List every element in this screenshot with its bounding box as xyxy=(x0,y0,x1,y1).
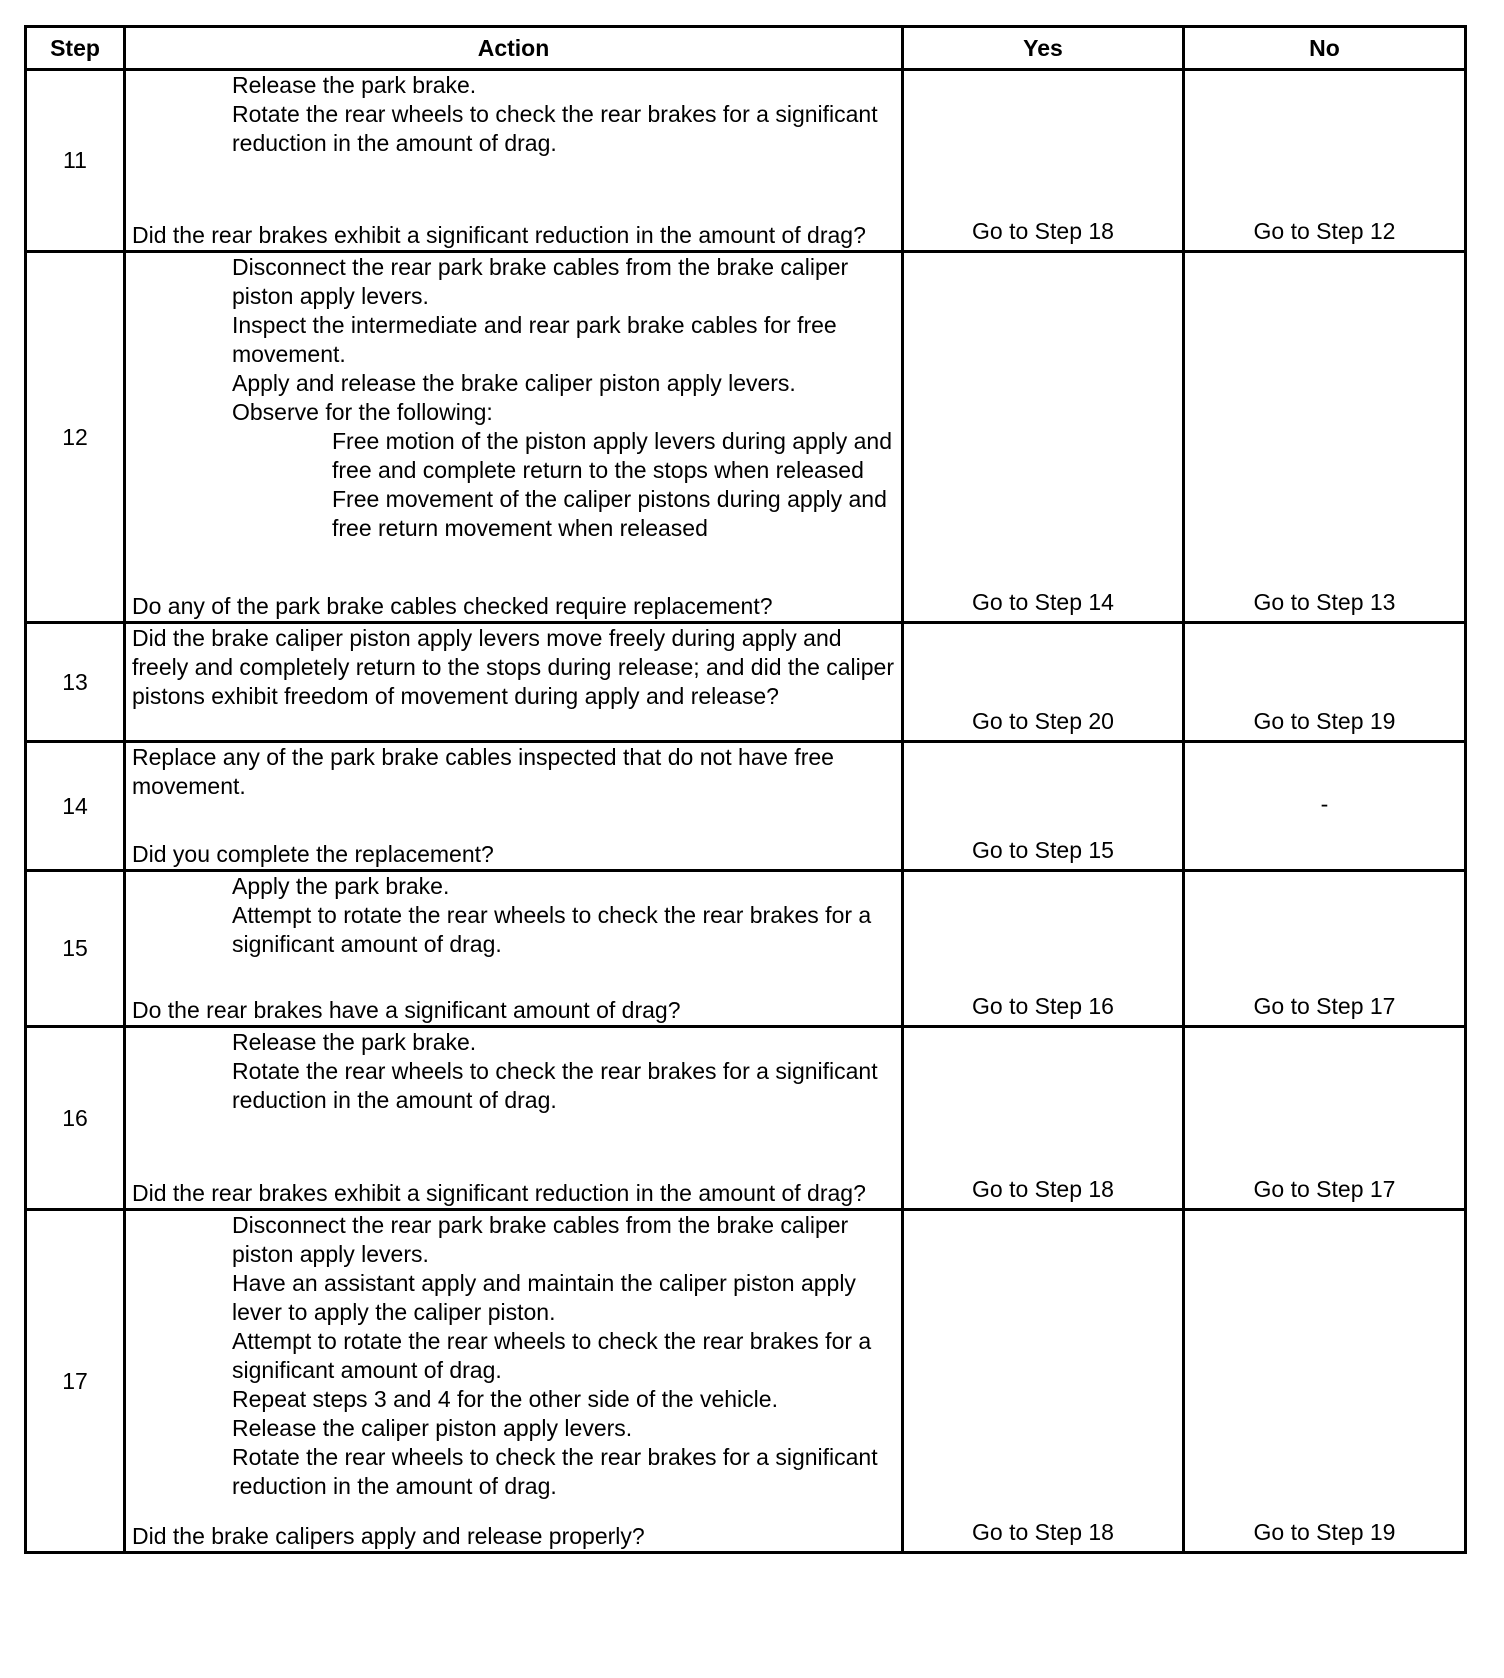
step-number: 13 xyxy=(26,623,125,742)
action-item: Release the park brake. xyxy=(232,72,477,98)
yes-result: Go to Step 18 xyxy=(903,1027,1184,1210)
action-question: Did the rear brakes exhibit a significant reduction in the amount of drag? xyxy=(132,222,866,248)
step-number: 17 xyxy=(26,1210,125,1553)
action-item: Rotate the rear wheels to check the rear brakes for a significant reduction in the amount of drag. xyxy=(232,1444,878,1499)
no-result: Go to Step 12 xyxy=(1184,70,1466,252)
action-subitem: Free movement of the caliper pistons during apply and free return movement when released xyxy=(332,486,887,541)
action-question: Did the rear brakes exhibit a significant reduction in the amount of drag? xyxy=(132,1180,866,1206)
diagnostic-table xyxy=(24,25,1467,1554)
action-cell xyxy=(125,871,903,1027)
yes-result: Go to Step 18 xyxy=(903,70,1184,252)
table-row xyxy=(26,742,1466,871)
action-item: Repeat steps 3 and 4 for the other side of the vehicle. xyxy=(232,1386,778,1412)
action-item: Observe for the following: xyxy=(232,399,493,425)
action-cell xyxy=(125,70,903,252)
action-cell xyxy=(125,252,903,623)
action-cell xyxy=(125,1027,903,1210)
header-action: Action xyxy=(125,27,903,70)
action-item: Disconnect the rear park brake cables from the brake caliper piston apply levers. xyxy=(232,254,849,309)
action-item: Apply and release the brake caliper piston apply levers. xyxy=(232,370,796,396)
step-number: 12 xyxy=(26,252,125,623)
table-row xyxy=(26,871,1466,1027)
no-result: Go to Step 19 xyxy=(1184,623,1466,742)
action-item: Have an assistant apply and maintain the caliper piston apply lever to apply the caliper piston. xyxy=(232,1270,856,1325)
no-result: - xyxy=(1184,742,1466,871)
header-row xyxy=(26,27,1466,70)
step-number: 15 xyxy=(26,871,125,1027)
no-result: Go to Step 19 xyxy=(1184,1210,1466,1553)
table-row xyxy=(26,252,1466,623)
table-row xyxy=(26,623,1466,742)
yes-result: Go to Step 18 xyxy=(903,1210,1184,1553)
table-row xyxy=(26,70,1466,252)
action-item: Rotate the rear wheels to check the rear brakes for a significant reduction in the amount of drag. xyxy=(232,1058,878,1113)
action-question: Do any of the park brake cables checked require replacement? xyxy=(132,593,773,619)
action-subitem: Free motion of the piston apply levers during apply and free and complete return to the stops when released xyxy=(332,428,892,483)
action-item: Release the park brake. xyxy=(232,1029,477,1055)
table-row xyxy=(26,1210,1466,1553)
yes-result: Go to Step 16 xyxy=(903,871,1184,1027)
action-cell xyxy=(125,742,903,871)
header-no: No xyxy=(1184,27,1466,70)
action-item: Disconnect the rear park brake cables from the brake caliper piston apply levers. xyxy=(232,1212,849,1267)
action-intro: Replace any of the park brake cables inspected that do not have free movement. xyxy=(132,744,834,799)
action-item: Attempt to rotate the rear wheels to check the rear brakes for a significant amount of drag. xyxy=(232,1328,872,1383)
no-result: Go to Step 17 xyxy=(1184,1027,1466,1210)
header-yes: Yes xyxy=(903,27,1184,70)
action-item: Inspect the intermediate and rear park brake cables for free movement. xyxy=(232,312,837,367)
header-step: Step xyxy=(26,27,125,70)
action-question: Did you complete the replacement? xyxy=(132,841,494,867)
table-row xyxy=(26,1027,1466,1210)
action-question: Did the brake caliper piston apply levers move freely during apply and freely and completely return to the stops during release; and did the caliper pistons exhibit freedom of movement during apply and release? xyxy=(132,625,894,709)
action-cell xyxy=(125,623,903,742)
step-number: 16 xyxy=(26,1027,125,1210)
action-question: Did the brake calipers apply and release properly? xyxy=(132,1523,645,1549)
step-number: 11 xyxy=(26,70,125,252)
action-item: Release the caliper piston apply levers. xyxy=(232,1415,633,1441)
yes-result: Go to Step 14 xyxy=(903,252,1184,623)
no-result: Go to Step 13 xyxy=(1184,252,1466,623)
action-question: Do the rear brakes have a significant amount of drag? xyxy=(132,997,681,1023)
action-cell xyxy=(125,1210,903,1553)
no-result: Go to Step 17 xyxy=(1184,871,1466,1027)
yes-result: Go to Step 15 xyxy=(903,742,1184,871)
yes-result: Go to Step 20 xyxy=(903,623,1184,742)
step-number: 14 xyxy=(26,742,125,871)
action-item: Rotate the rear wheels to check the rear brakes for a significant reduction in the amount of drag. xyxy=(232,101,878,156)
action-item: Attempt to rotate the rear wheels to check the rear brakes for a significant amount of drag. xyxy=(232,902,872,957)
action-item: Apply the park brake. xyxy=(232,873,450,899)
